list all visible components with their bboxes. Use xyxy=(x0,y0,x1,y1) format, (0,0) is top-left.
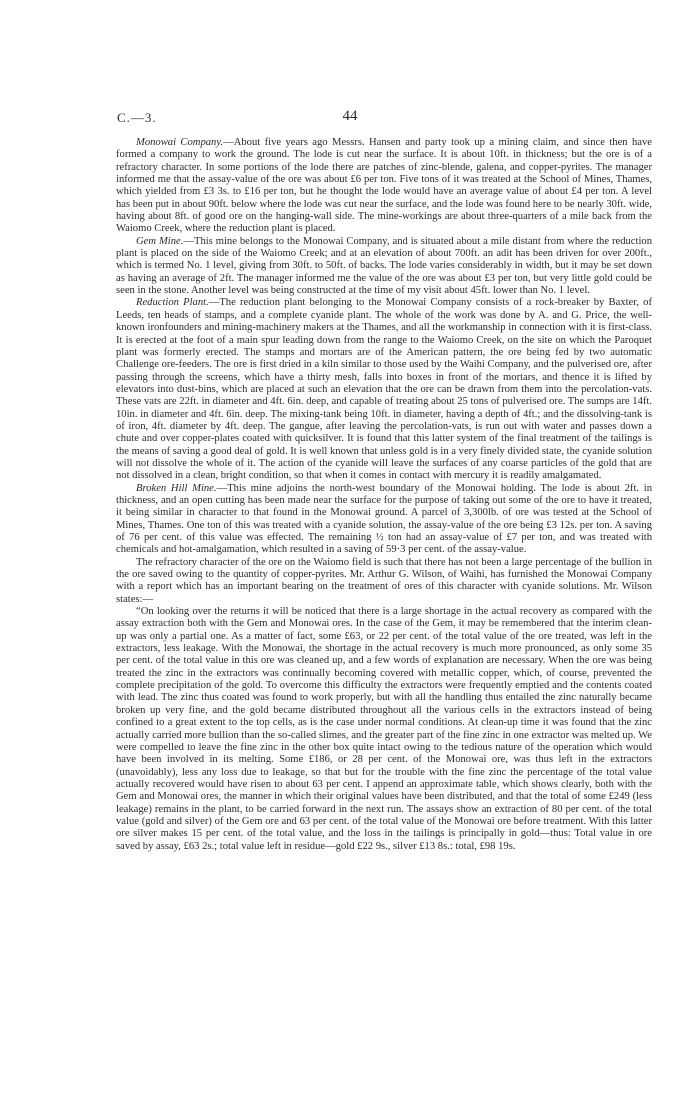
paragraph-text: “On looking over the returns it will be noticed that there is a large shortage in the actual recovery as compared with the assay extraction both with the Gem and Monowai ores. In the case of the Gem, it may be remembered that the interim clean-up was only a partial one. As a matter of fact, some £63, or 22 per cent. of the total value of the ore treated, was left in the extractors, less leakage. With the Monowai, the shortage in the actual recovery is much more pronounced, as only some 35 per cent. of the total value in this ore was cleaned up, and a few words of explanation are necessary. When the ore was being treated the zinc in the extractors was continually becoming covered with metallic copper, which, of course, prevented the complete precipitation of the gold. To overcome this difficulty the extractors were frequently emptied and the contents coated with lead. The zinc thus coated was found to work properly, but with all the handling thus entailed the zinc naturally became broken up very fine, and the gold became distributed throughout all the various cells in the extractors instead of being confined to a great extent to the top cells, as is the case under normal conditions. At clean-up time it was found that the zinc actually carried more bullion than the so-called slimes, and the greater part of the fine zinc in one extractor was melted up. We were compelled to leave the fine zinc in the other box quite intact owing to the tedious nature of the operation which would have been involved in its melting. Some £186, or 28 per cent. of the Monowai ore, was thus left in the extractors (unavoidably), less any loss due to leakage, so that but for the trouble with the fine zinc the percentage of the total value actually recovered would have risen to about 63 per cent. I append an approximate table, which shows clearly, both with the Gem and Monowai ores, the manner in which their original values have been distributed, and that the total of some £249 (less leakage) remains in the plant, to be carried forward in the next run. The assays show an extraction of 80 per cent. of the total value (gold and silver) of the Gem ore and 63 per cent. of the total value of the Monowai ore before treatment. With this latter ore silver makes 15 per cent. of the total value, and the loss in the tailings is principally in gold—thus: Total value in ore saved by assay, £63 2s.; total value left in residue—gold £22 9s., silver £13 8s.: total, £98 19s. xyxy=(116,606,652,852)
paragraph-refractory-character xyxy=(116,557,652,606)
paragraph-reduction-plant xyxy=(116,297,652,482)
page-number: 44 xyxy=(342,108,358,124)
paragraph-text: —About five years ago Messrs. Hansen and party took up a mining claim, and since then have formed a company to work the ground. The lode is cut near the surface. It is about 10ft. in thickness; but the ore is of a refractory character. In some portions of the lode there are patches of zinc-blende, galena, and copper-pyrites. The manager informed me that the assay-value of the ore was about £6 per ton. Five tons of it was treated at the School of Mines, Thames, which yielded from £3 3s. to £16 per ton, but he thought the lode would have an average value of about £4 per ton. A level has been put in about 90ft. below where the lode was cut near the surface, and the lode was found here to be nearly 30ft. wide, having about 8ft. of good ore on the hanging-wall side. The mine-workings are about three-quarters of a mile back from the Waiomo Creek, where the reduction plant is placed. xyxy=(116,137,652,235)
paragraph-heading: Gem Mine. xyxy=(136,235,184,247)
body-text xyxy=(116,137,652,853)
paragraph-monowai-company xyxy=(116,137,652,236)
page-header xyxy=(0,110,700,130)
section-reference: C.—3. xyxy=(117,110,157,125)
paragraph-broken-hill-mine xyxy=(116,483,652,557)
paragraph-text: —This mine adjoins the north-west boundary of the Monowai holding. The lode is about 2ft. in thickness, and an open cutting has been made near the surface for the purpose of taking out some of the ore to have it treated, it being similar in character to that found in the Monowai ground. A parcel of 3,300lb. of ore was tested at the School of Mines, Thames. One ton of this was treated with a cyanide solution, the assay-value of the ore being £3 12s. per ton. A saving of 76 per cent. of this value was effected. The remaining ½ ton had an assay-value of £7 per ton, and was treated with chemicals and hot-amalgamation, which resulted in a saving of 59·3 per cent. of the assay-value. xyxy=(116,482,652,556)
paragraph-text: The refractory character of the ore on the Waiomo field is such that there has not been a large percentage of the bullion in the ore saved owing to the quantity of copper-pyrites. Mr. Arthur G. Wilson, of Waihi, has furnished the Monowai Company with a report which has an important bearing on the treatment of ores of this character with cyanide solutions. Mr. Wilson states:— xyxy=(116,556,652,605)
paragraph-wilson-quote xyxy=(116,606,652,853)
paragraph-heading: Monowai Company. xyxy=(136,137,224,148)
paragraph-text: —The reduction plant belonging to the Monowai Company consists of a rock-breaker by Baxter, of Leeds, ten heads of stamps, and a complete cyanide plant. The whole of the work was done by A. and G. Price, the well-known ironfounders and mining-machinery makers at the Thames, and all the workmanship in connection with it is first-class. It is erected at the foot of a main spur leading down from the range to the Waiomo Creek, on the site on which the Paroquet plant was formerly erected. The stamps and mortars are of the American pattern, the ore being fed by two automatic Challenge ore-feeders. The ore is first dried in a kiln similar to those used by the Waihi Company, and the pulverised ore, after passing through the screens, which have a thirty mesh, falls into boxes in front of the mortars, and thence it is lifted by elevators into dust-bins, which are placed at such an elevation that the ore can be drawn from them into the percolation-vats. These vats are 22ft. in diameter and 4ft. 6in. deep, and capable of treating about 25 tons of pulverised ore. The sumps are 14ft. 10in. in diameter and 4ft. 6in. deep. The mixing-tank being 10ft. in diameter, having a depth of 4ft.; and the dissolving-tank is of iron, 4ft. diameter by 4ft. deep. The gangue, after leaving the percolation-vats, is run out with water and passes down a chute and over copper-plates coated with quicksilver. It is found that this latter system of the final treatment of the tailings is the means of saving a good deal of gold. It is well known that unless gold is in a very finely divided state, the cyanide solution will not dissolve the whole of it. The action of the cyanide will leave the surfaces of any coarse particles of the gold that are not dissolved in a clean, bright condition, so that when it comes in contact with mercury it is readily amalgamated. xyxy=(116,297,652,482)
paragraph-gem-mine xyxy=(116,236,652,298)
paragraph-heading: Reduction Plant. xyxy=(136,297,209,309)
paragraph-text: —This mine belongs to the Monowai Company, and is situated about a mile distant from where the reduction plant is placed on the side of the Waiomo Creek; and at an elevation of about 700ft. an adit has been driven for over 200ft., which is termed No. 1 level, giving from 30ft. to 50ft. of backs. The lode varies considerably in width, but it may be set down as having an average of 2ft. The manager informed me the value of the ore was about £3 per ton, but very little gold could be seen in the stone. Another level was being constructed at the time of my visit about 45ft. lower than No. 1 level. xyxy=(116,235,652,297)
paragraph-heading: Broken Hill Mine. xyxy=(136,482,217,494)
